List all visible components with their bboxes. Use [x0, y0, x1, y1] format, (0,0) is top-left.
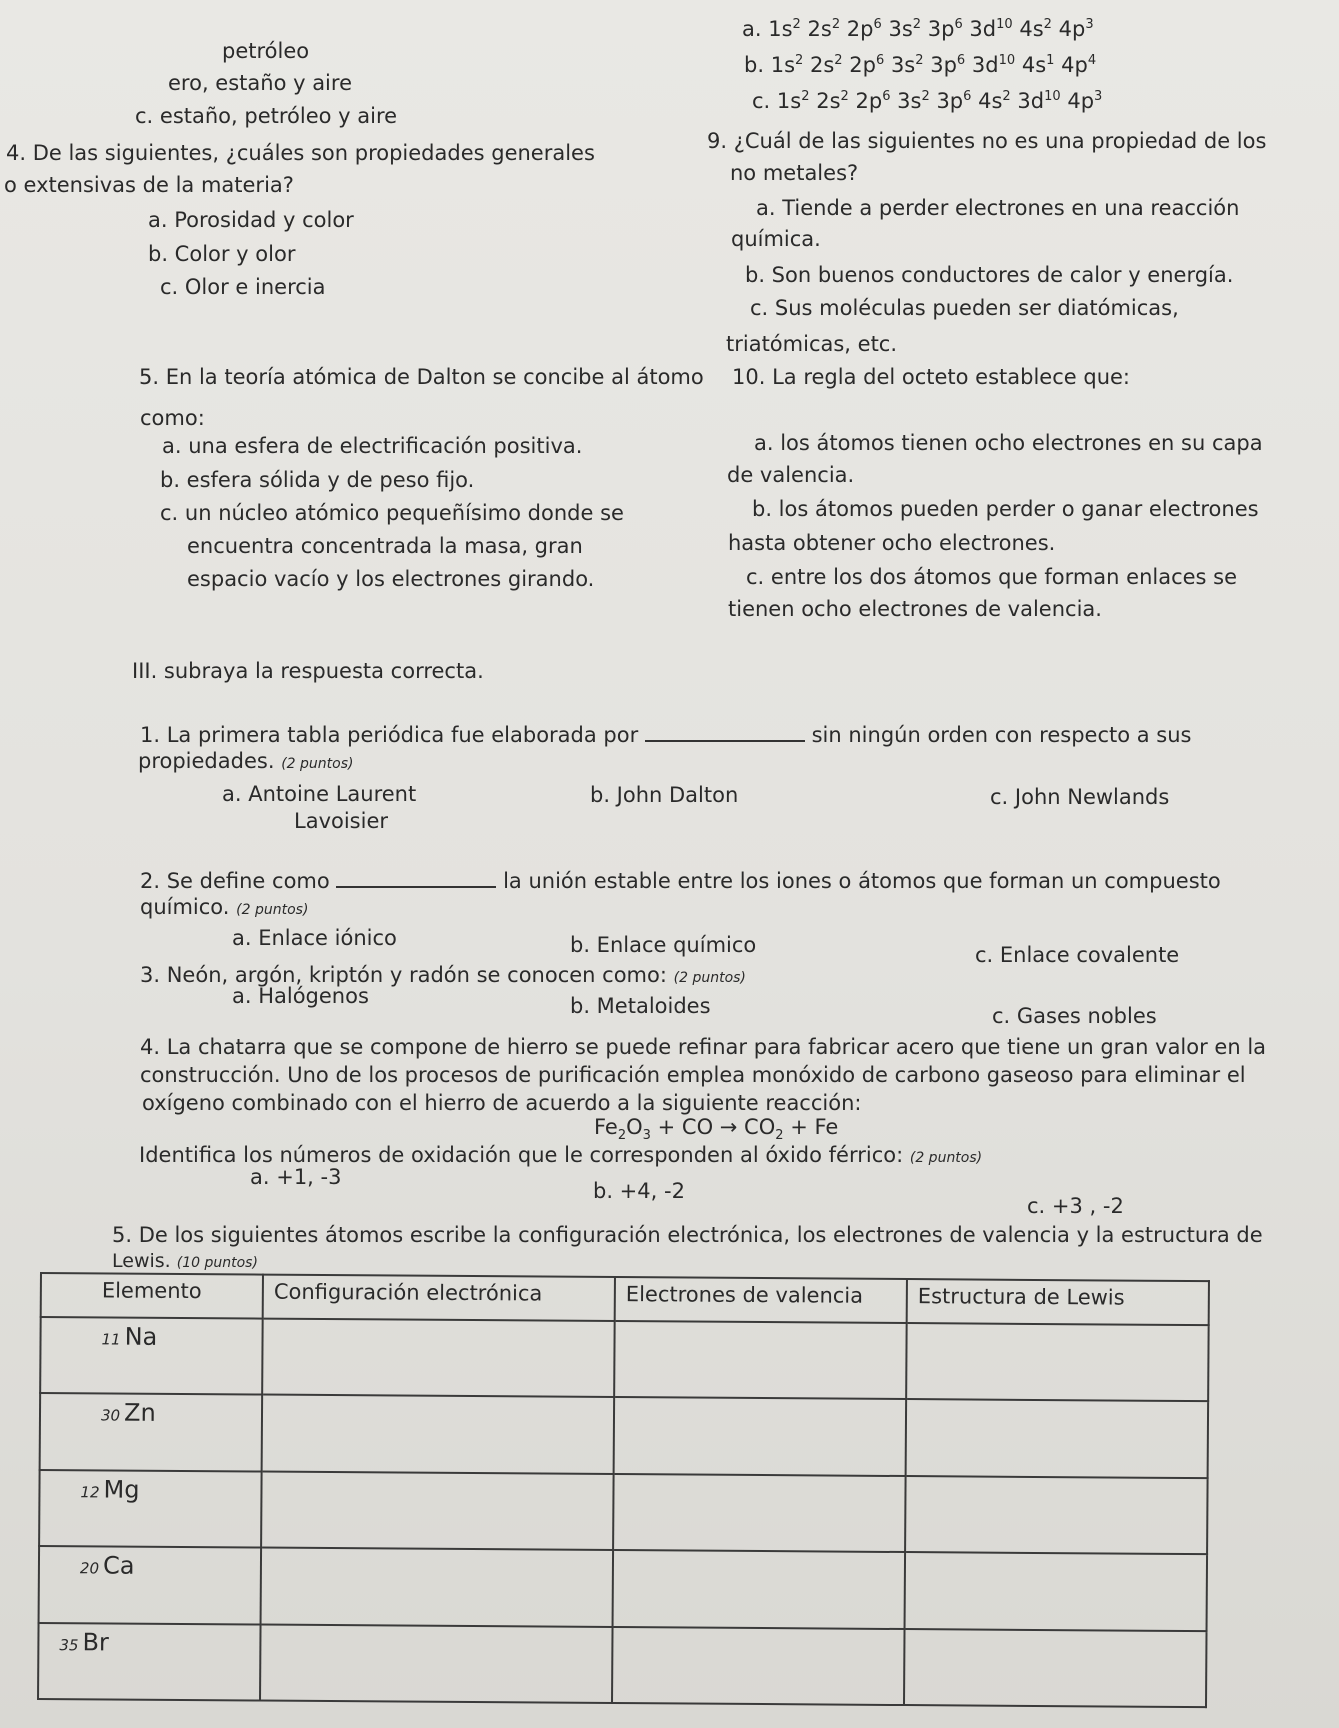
s3q4-line-2: construcción. Uno de los procesos de purificación emplea monóxido de carbono gaseoso para eliminar el	[140, 1063, 1246, 1087]
orbital: 4p	[1058, 17, 1086, 41]
s3q1-line-1	[140, 720, 1192, 748]
s3q4-line-3: oxígeno combinado con el hierro de acuerdo a la siguiente reacción:	[142, 1091, 862, 1115]
orbital-electrons: 2	[834, 53, 843, 68]
element-symbol: Zn	[124, 1398, 156, 1428]
orbital-term	[855, 89, 890, 113]
orbital-term	[928, 17, 963, 41]
q5-line-1: 5. En la teoría atómica de Dalton se concibe al átomo	[139, 365, 704, 389]
top-left-line-3: c. estaño, petróleo y aire	[135, 104, 398, 128]
s3q2-post: la unión estable entre los iones o átomos que forman un compuesto	[503, 869, 1221, 893]
orbital-electrons: 6	[956, 53, 966, 68]
orbital-term	[1067, 89, 1102, 113]
orbital: 4s	[1019, 17, 1044, 41]
q4-option-b: b. Color y olor	[148, 242, 296, 266]
orbital: 2s	[809, 53, 835, 77]
q10-line-1: 10. La regla del octeto establece que:	[732, 365, 1131, 389]
orbital-electrons: 1	[1046, 53, 1055, 68]
s3q3-option-c: c. Gases nobles	[992, 1004, 1157, 1028]
s3q1-answer-blank[interactable]	[645, 720, 805, 742]
s3q5-line-2-text: Lewis.	[112, 1250, 171, 1272]
q9-option-b: b. Son buenos conductores de calor y energía.	[745, 263, 1234, 287]
orbital: 3s	[888, 17, 913, 41]
s3q4-option-b: b. +4, -2	[593, 1179, 685, 1203]
s3q2-option-a: a. Enlace iónico	[232, 926, 397, 950]
s3q2-line-2-text: químico.	[140, 895, 230, 919]
s3q1-option-a-2: Lavoisier	[294, 809, 389, 833]
orbital: 2s	[816, 89, 841, 113]
q10-option-a-1: a. los átomos tienen ocho electrones en su capa	[754, 431, 1263, 455]
valence-answer-cell[interactable]	[613, 1550, 906, 1628]
orbital: 2s	[807, 17, 832, 41]
config-c-label: c.	[752, 89, 771, 113]
orbital-electrons: 2	[912, 17, 922, 32]
orbital-term	[808, 17, 841, 41]
orbital: 4s	[978, 89, 1003, 113]
element-cell	[39, 1546, 262, 1624]
lewis-answer-cell[interactable]	[906, 1399, 1209, 1477]
lewis-answer-cell[interactable]	[905, 1552, 1208, 1630]
s3q2-line-2	[140, 894, 308, 923]
s3q4-option-a: a. +1, -3	[250, 1165, 342, 1189]
config-answer-cell[interactable]	[262, 1395, 615, 1474]
orbital: 2p	[855, 89, 883, 113]
header-electrones-valencia: Electrones de valencia	[615, 1277, 907, 1323]
s3q2-option-b: b. Enlace químico	[570, 933, 757, 957]
s3q5-line-1: 5. De los siguientes átomos escribe la configuración electrónica, los electrones de valencia y la estructura de	[112, 1223, 1263, 1247]
s3q1-pre: 1. La primera tabla periódica fue elaborada por	[140, 723, 639, 747]
q5-option-c-1: c. un núcleo atómico pequeñísimo donde se	[160, 501, 624, 525]
orbital: 3p	[927, 17, 955, 41]
atomic-number: 20	[79, 1559, 100, 1578]
orbital-term	[897, 89, 930, 113]
q4-line-2: o extensivas de la materia?	[4, 173, 294, 197]
orbital-term	[969, 17, 1012, 41]
s3q2-line-1	[140, 866, 1221, 894]
orbital-electrons: 2	[792, 17, 801, 32]
orbital-term	[888, 17, 921, 41]
orbital-electrons: 2	[1002, 89, 1011, 104]
orbital-term	[972, 53, 1015, 77]
q4-option-c: c. Olor e inercia	[160, 275, 326, 299]
atomic-number: 30	[100, 1406, 121, 1425]
header-configuracion: Configuración electrónica	[263, 1275, 615, 1321]
orbital-electrons: 6	[873, 17, 882, 32]
orbital-term	[810, 53, 843, 77]
orbital: 2p	[849, 53, 876, 77]
q5-option-c-3: espacio vacío y los electrones girando.	[187, 567, 595, 591]
orbital-electrons: 2	[831, 17, 841, 32]
orbital-electrons: 2	[921, 89, 930, 104]
q10-option-c-2: tienen ocho electrones de valencia.	[728, 597, 1102, 621]
table-row	[38, 1623, 1207, 1708]
orbital-term	[1022, 53, 1055, 77]
orbital: 1s	[776, 89, 802, 113]
top-left-line-2: ero, estaño y aire	[168, 71, 352, 95]
q4-option-a: a. Porosidad y color	[148, 208, 354, 232]
config-answer-cell[interactable]	[260, 1624, 613, 1703]
s3q3-text: 3. Neón, argón, kriptón y radón se conocen como:	[140, 963, 667, 987]
orbital-term	[768, 17, 801, 41]
config-answer-cell[interactable]	[262, 1319, 615, 1398]
element-cell	[40, 1393, 263, 1471]
orbital-electrons: 10	[998, 53, 1016, 68]
s3q4-option-c: c. +3 , -2	[1027, 1194, 1124, 1218]
orbital-term	[1017, 89, 1060, 113]
s3q1-option-a-1: a. Antoine Laurent	[222, 782, 417, 806]
config-b-value	[771, 53, 1096, 77]
valence-answer-cell[interactable]	[614, 1321, 907, 1399]
q9-line-1: 9. ¿Cuál de las siguientes no es una propiedad de los	[707, 129, 1267, 153]
orbital-electrons: 6	[954, 17, 963, 32]
s3q1-points: (2 puntos)	[281, 756, 354, 772]
s3q3-option-a: a. Halógenos	[232, 984, 369, 1008]
orbital-term	[930, 53, 965, 77]
q10-option-c-1: c. entre los dos átomos que forman enlaces se	[746, 565, 1238, 589]
s3q4-line-4-text: Identifica los números de oxidación que le corresponden al óxido férrico:	[139, 1143, 904, 1167]
config-b	[744, 52, 1096, 78]
q10-option-b-1: b. los átomos pueden perder o ganar electrones	[752, 497, 1259, 521]
element-cell	[40, 1317, 263, 1395]
config-a-label: a.	[742, 17, 762, 41]
table-row	[40, 1393, 1209, 1478]
orbital-electrons: 3	[1085, 17, 1094, 32]
config-a	[742, 16, 1094, 42]
s3q4-points: (2 puntos)	[909, 1150, 983, 1166]
s3q2-points: (2 puntos)	[236, 902, 309, 918]
atomic-number: 12	[80, 1483, 100, 1502]
orbital-electrons: 6	[882, 89, 891, 104]
s3q4-line-1: 4. La chatarra que se compone de hierro se puede refinar para fabricar acero que tiene un gran valor en la	[140, 1035, 1267, 1059]
eq-o: O	[626, 1115, 643, 1139]
orbital-electrons: 6	[875, 53, 885, 68]
valence-answer-cell[interactable]	[613, 1474, 906, 1552]
element-symbol: Na	[124, 1322, 158, 1351]
q10-option-a-2: de valencia.	[727, 463, 855, 487]
orbital-term	[978, 89, 1011, 113]
q9-option-a-2: química.	[731, 227, 821, 251]
header-elemento: Elemento	[41, 1273, 263, 1319]
orbital-term	[771, 53, 804, 77]
orbital: 1s	[768, 17, 793, 41]
s3q1-option-b: b. John Dalton	[590, 783, 739, 807]
orbital-electrons: 3	[1094, 89, 1103, 104]
q9-option-a-1: a. Tiende a perder electrones en una reacción	[756, 196, 1240, 220]
orbital-term	[847, 17, 882, 41]
valence-answer-cell[interactable]	[614, 1397, 907, 1475]
orbital-term	[1061, 53, 1096, 77]
orbital: 4p	[1061, 53, 1088, 77]
orbital-electrons: 2	[915, 53, 924, 68]
orbital-electrons: 6	[963, 89, 972, 104]
eq-co-sub: 2	[775, 1128, 784, 1144]
lewis-answer-cell[interactable]	[904, 1629, 1207, 1708]
config-answer-cell[interactable]	[261, 1548, 614, 1627]
s3q2-answer-blank[interactable]	[336, 866, 496, 888]
eq-end: + Fe	[783, 1115, 839, 1139]
element-symbol: Ca	[102, 1551, 135, 1580]
config-answer-cell[interactable]	[261, 1471, 614, 1550]
s3q1-option-c: c. John Newlands	[990, 785, 1170, 809]
s3q3-points: (2 puntos)	[673, 970, 746, 986]
orbital-electrons: 4	[1087, 53, 1097, 68]
q5-line-2: como:	[140, 406, 205, 430]
element-cell	[38, 1623, 261, 1701]
orbital-electrons: 2	[840, 89, 849, 104]
s3q1-post: sin ningún orden con respecto a sus	[811, 723, 1192, 747]
q10-option-b-2: hasta obtener ocho electrones.	[728, 531, 1056, 555]
lewis-answer-cell[interactable]	[906, 1323, 1209, 1401]
element-cell	[39, 1470, 262, 1548]
orbital-term	[1059, 17, 1094, 41]
eq-fe-sub: 2	[617, 1128, 627, 1144]
orbital: 3d	[971, 53, 999, 77]
orbital-electrons: 2	[801, 89, 810, 104]
orbital-term	[849, 53, 884, 77]
orbital-term	[816, 89, 849, 113]
orbital: 3s	[890, 53, 916, 77]
q9-line-2: no metales?	[730, 161, 859, 185]
orbital-term	[936, 89, 971, 113]
lewis-answer-cell[interactable]	[905, 1476, 1208, 1554]
q5-option-c-2: encuentra concentrada la masa, gran	[187, 534, 583, 558]
q9-option-c-2: triatómicas, etc.	[726, 332, 898, 356]
q4-line-1: 4. De las siguientes, ¿cuáles son propiedades generales	[6, 141, 595, 165]
orbital: 3d	[1017, 89, 1045, 113]
element-symbol: Br	[82, 1627, 109, 1657]
config-a-value	[768, 17, 1093, 41]
q5-option-a: a. una esfera de electrificación positiva.	[162, 434, 583, 458]
orbital-electrons: 2	[1043, 17, 1052, 32]
s3q3-line	[140, 962, 746, 991]
atomic-number: 11	[101, 1330, 121, 1349]
s3q4-reaction-equation	[594, 1114, 839, 1144]
orbital-electrons: 10	[996, 17, 1013, 32]
table-row	[40, 1317, 1209, 1402]
top-left-line-1: petróleo	[222, 39, 310, 63]
s3q3-option-b: b. Metaloides	[570, 994, 711, 1018]
orbital-term	[891, 53, 924, 77]
orbital-electrons: 10	[1044, 89, 1061, 104]
s3q1-line-2-text: propiedades.	[138, 749, 275, 773]
element-symbol: Mg	[103, 1475, 140, 1504]
orbital: 4s	[1021, 53, 1047, 77]
orbital: 3d	[969, 17, 997, 41]
s3q2-pre: 2. Se define como	[140, 869, 330, 893]
header-estructura-lewis: Estructura de Lewis	[907, 1279, 1209, 1325]
orbital-term	[777, 89, 810, 113]
orbital: 3p	[930, 53, 957, 77]
orbital-electrons: 2	[795, 53, 804, 68]
s3q2-option-c: c. Enlace covalente	[975, 943, 1180, 967]
config-c	[752, 88, 1102, 114]
orbital: 3p	[936, 89, 964, 113]
eq-o-sub: 3	[642, 1128, 651, 1144]
s3q5-points: (10 puntos)	[176, 1255, 258, 1271]
atomic-number: 35	[59, 1635, 79, 1654]
config-c-value	[777, 89, 1102, 113]
orbital: 2p	[846, 17, 874, 41]
q5-option-b: b. esfera sólida y de peso fijo.	[160, 468, 475, 492]
eq-fe: Fe	[594, 1115, 618, 1139]
s3q1-line-2	[138, 748, 353, 777]
config-b-label: b.	[744, 53, 765, 77]
table-row	[39, 1470, 1208, 1555]
orbital: 1s	[770, 53, 796, 77]
valence-answer-cell[interactable]	[612, 1627, 905, 1705]
orbital: 4p	[1067, 89, 1095, 113]
section-3-title: III. subraya la respuesta correcta.	[132, 659, 484, 683]
q9-option-c-1: c. Sus moléculas pueden ser diatómicas,	[750, 296, 1179, 320]
orbital: 3s	[897, 89, 922, 113]
orbital-term	[1019, 17, 1052, 41]
lewis-table	[37, 1272, 1210, 1708]
eq-mid: + CO → CO	[650, 1115, 776, 1139]
table-row	[39, 1546, 1208, 1631]
